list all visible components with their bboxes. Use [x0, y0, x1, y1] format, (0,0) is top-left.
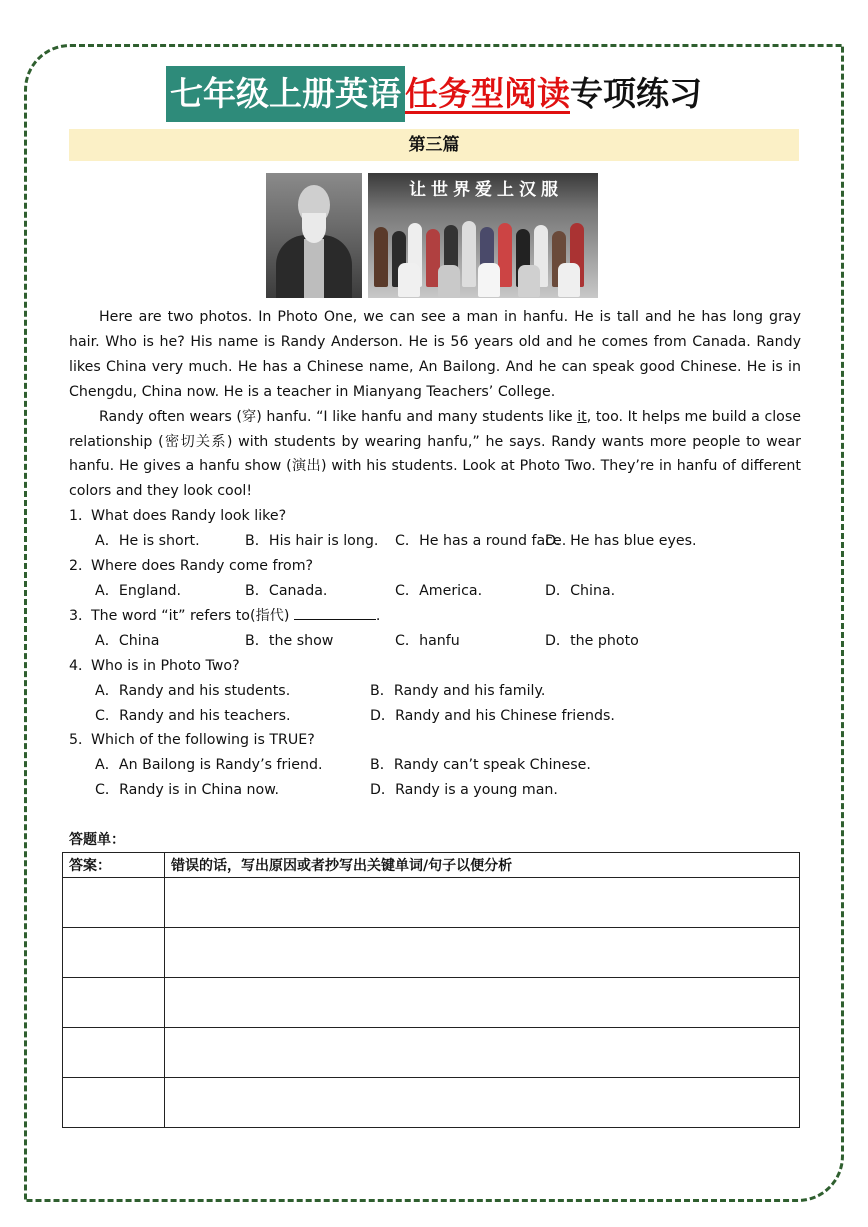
- reading-content: [69, 305, 801, 803]
- photo-two-hanfu-group: [368, 173, 598, 298]
- question-5-options-row-2: [69, 778, 801, 803]
- option-c[interactable]: C．hanfu: [395, 632, 460, 649]
- option-d[interactable]: D．Randy and his Chinese friends.: [370, 707, 615, 724]
- option-a[interactable]: A．China: [95, 632, 160, 649]
- question-1: 1．What does Randy look like?: [69, 508, 287, 525]
- title-part-practice: 专项练习: [570, 74, 702, 113]
- analysis-cell[interactable]: [165, 1078, 800, 1128]
- analysis-cell[interactable]: [165, 978, 800, 1028]
- option-d[interactable]: D．the photo: [545, 632, 639, 649]
- question-2: 2．Where does Randy come from?: [69, 558, 314, 575]
- option-d[interactable]: D．He has blue eyes.: [545, 533, 697, 550]
- option-c[interactable]: C．America.: [395, 582, 483, 599]
- table-header-row: [63, 853, 800, 878]
- answer-cell[interactable]: [63, 1078, 165, 1128]
- underlined-it: it: [577, 408, 587, 425]
- photo-two-crowd: [368, 217, 598, 298]
- table-row: [63, 878, 800, 928]
- table-row: [63, 1028, 800, 1078]
- analysis-cell[interactable]: [165, 878, 800, 928]
- option-a[interactable]: A．He is short.: [95, 533, 200, 550]
- photos: [266, 173, 598, 298]
- option-b[interactable]: B．Randy and his family.: [370, 682, 546, 699]
- question-3: 3．The word “it” refers to(指代) .: [69, 604, 801, 629]
- passage-paragraph-2: Randy often wears (穿) hanfu. “I like hanfu and many students like it, too. It helps me build a close relationship (密切关系) with students by wearing hanfu,” he says. Randy wants more people to wear hanfu. He gives a hanfu show (演出) with his students. Look at Photo Two. They’re in hanfu of different colors and they look cool!: [69, 408, 801, 500]
- page-title: [0, 66, 868, 122]
- answer-column-header: 答案：: [63, 853, 165, 878]
- option-c[interactable]: C．Randy is in China now.: [95, 782, 280, 799]
- question-3-options: [69, 629, 801, 654]
- table-row: [63, 928, 800, 978]
- photo-one-man-in-hanfu: [266, 173, 362, 298]
- analysis-cell[interactable]: [165, 1028, 800, 1078]
- question-4-options-row-1: [69, 679, 801, 704]
- question-1-options: [69, 529, 801, 554]
- question-5-options-row-1: [69, 753, 801, 778]
- section-title: 第三篇: [69, 129, 799, 161]
- analysis-cell[interactable]: [165, 928, 800, 978]
- photo-two-banner: 让世界爱上汉服: [409, 180, 563, 200]
- answer-sheet-label: 答题单：: [69, 832, 125, 848]
- answer-sheet-table: [62, 852, 800, 1128]
- option-d[interactable]: D．Randy is a young man.: [370, 782, 558, 799]
- option-c[interactable]: C．He has a round face.: [395, 533, 567, 550]
- answer-cell[interactable]: [63, 1028, 165, 1078]
- option-a[interactable]: A．Randy and his students.: [95, 682, 291, 699]
- question-2-options: [69, 579, 801, 604]
- option-d[interactable]: D．China.: [545, 582, 616, 599]
- question-5: 5．Which of the following is TRUE?: [69, 732, 315, 749]
- table-row: [63, 1078, 800, 1128]
- table-row: [63, 978, 800, 1028]
- analysis-column-header: 错误的话，写出原因或者抄写出关键单词/句子以便分析: [165, 853, 800, 878]
- answer-cell[interactable]: [63, 878, 165, 928]
- option-a[interactable]: A．England.: [95, 582, 181, 599]
- option-b[interactable]: B．Randy can’t speak Chinese.: [370, 757, 591, 774]
- answer-cell[interactable]: [63, 928, 165, 978]
- answer-blank[interactable]: [294, 605, 376, 620]
- passage-paragraph-1: Here are two photos. In Photo One, we can see a man in hanfu. He is tall and he has long gray hair. Who is he? His name is Randy Anderson. He is 56 years old and he comes from Canada. Randy likes China very much. He has a Chinese name, An Bailong. And he can speak good Chinese. He is in Chengdu, China now. He is a teacher in Mianyang Teachers’ College.: [69, 309, 801, 400]
- option-b[interactable]: B．the show: [245, 632, 334, 649]
- title-part-task-reading: 任务型阅读: [405, 74, 570, 113]
- option-b[interactable]: B．His hair is long.: [245, 533, 379, 550]
- answer-cell[interactable]: [63, 978, 165, 1028]
- title-part-grade: 七年级上册英语: [166, 66, 405, 122]
- question-4: 4．Who is in Photo Two?: [69, 657, 240, 674]
- option-b[interactable]: B．Canada.: [245, 582, 328, 599]
- question-4-options-row-2: [69, 704, 801, 729]
- option-c[interactable]: C．Randy and his teachers.: [95, 707, 291, 724]
- option-a[interactable]: A．An Bailong is Randy’s friend.: [95, 757, 323, 774]
